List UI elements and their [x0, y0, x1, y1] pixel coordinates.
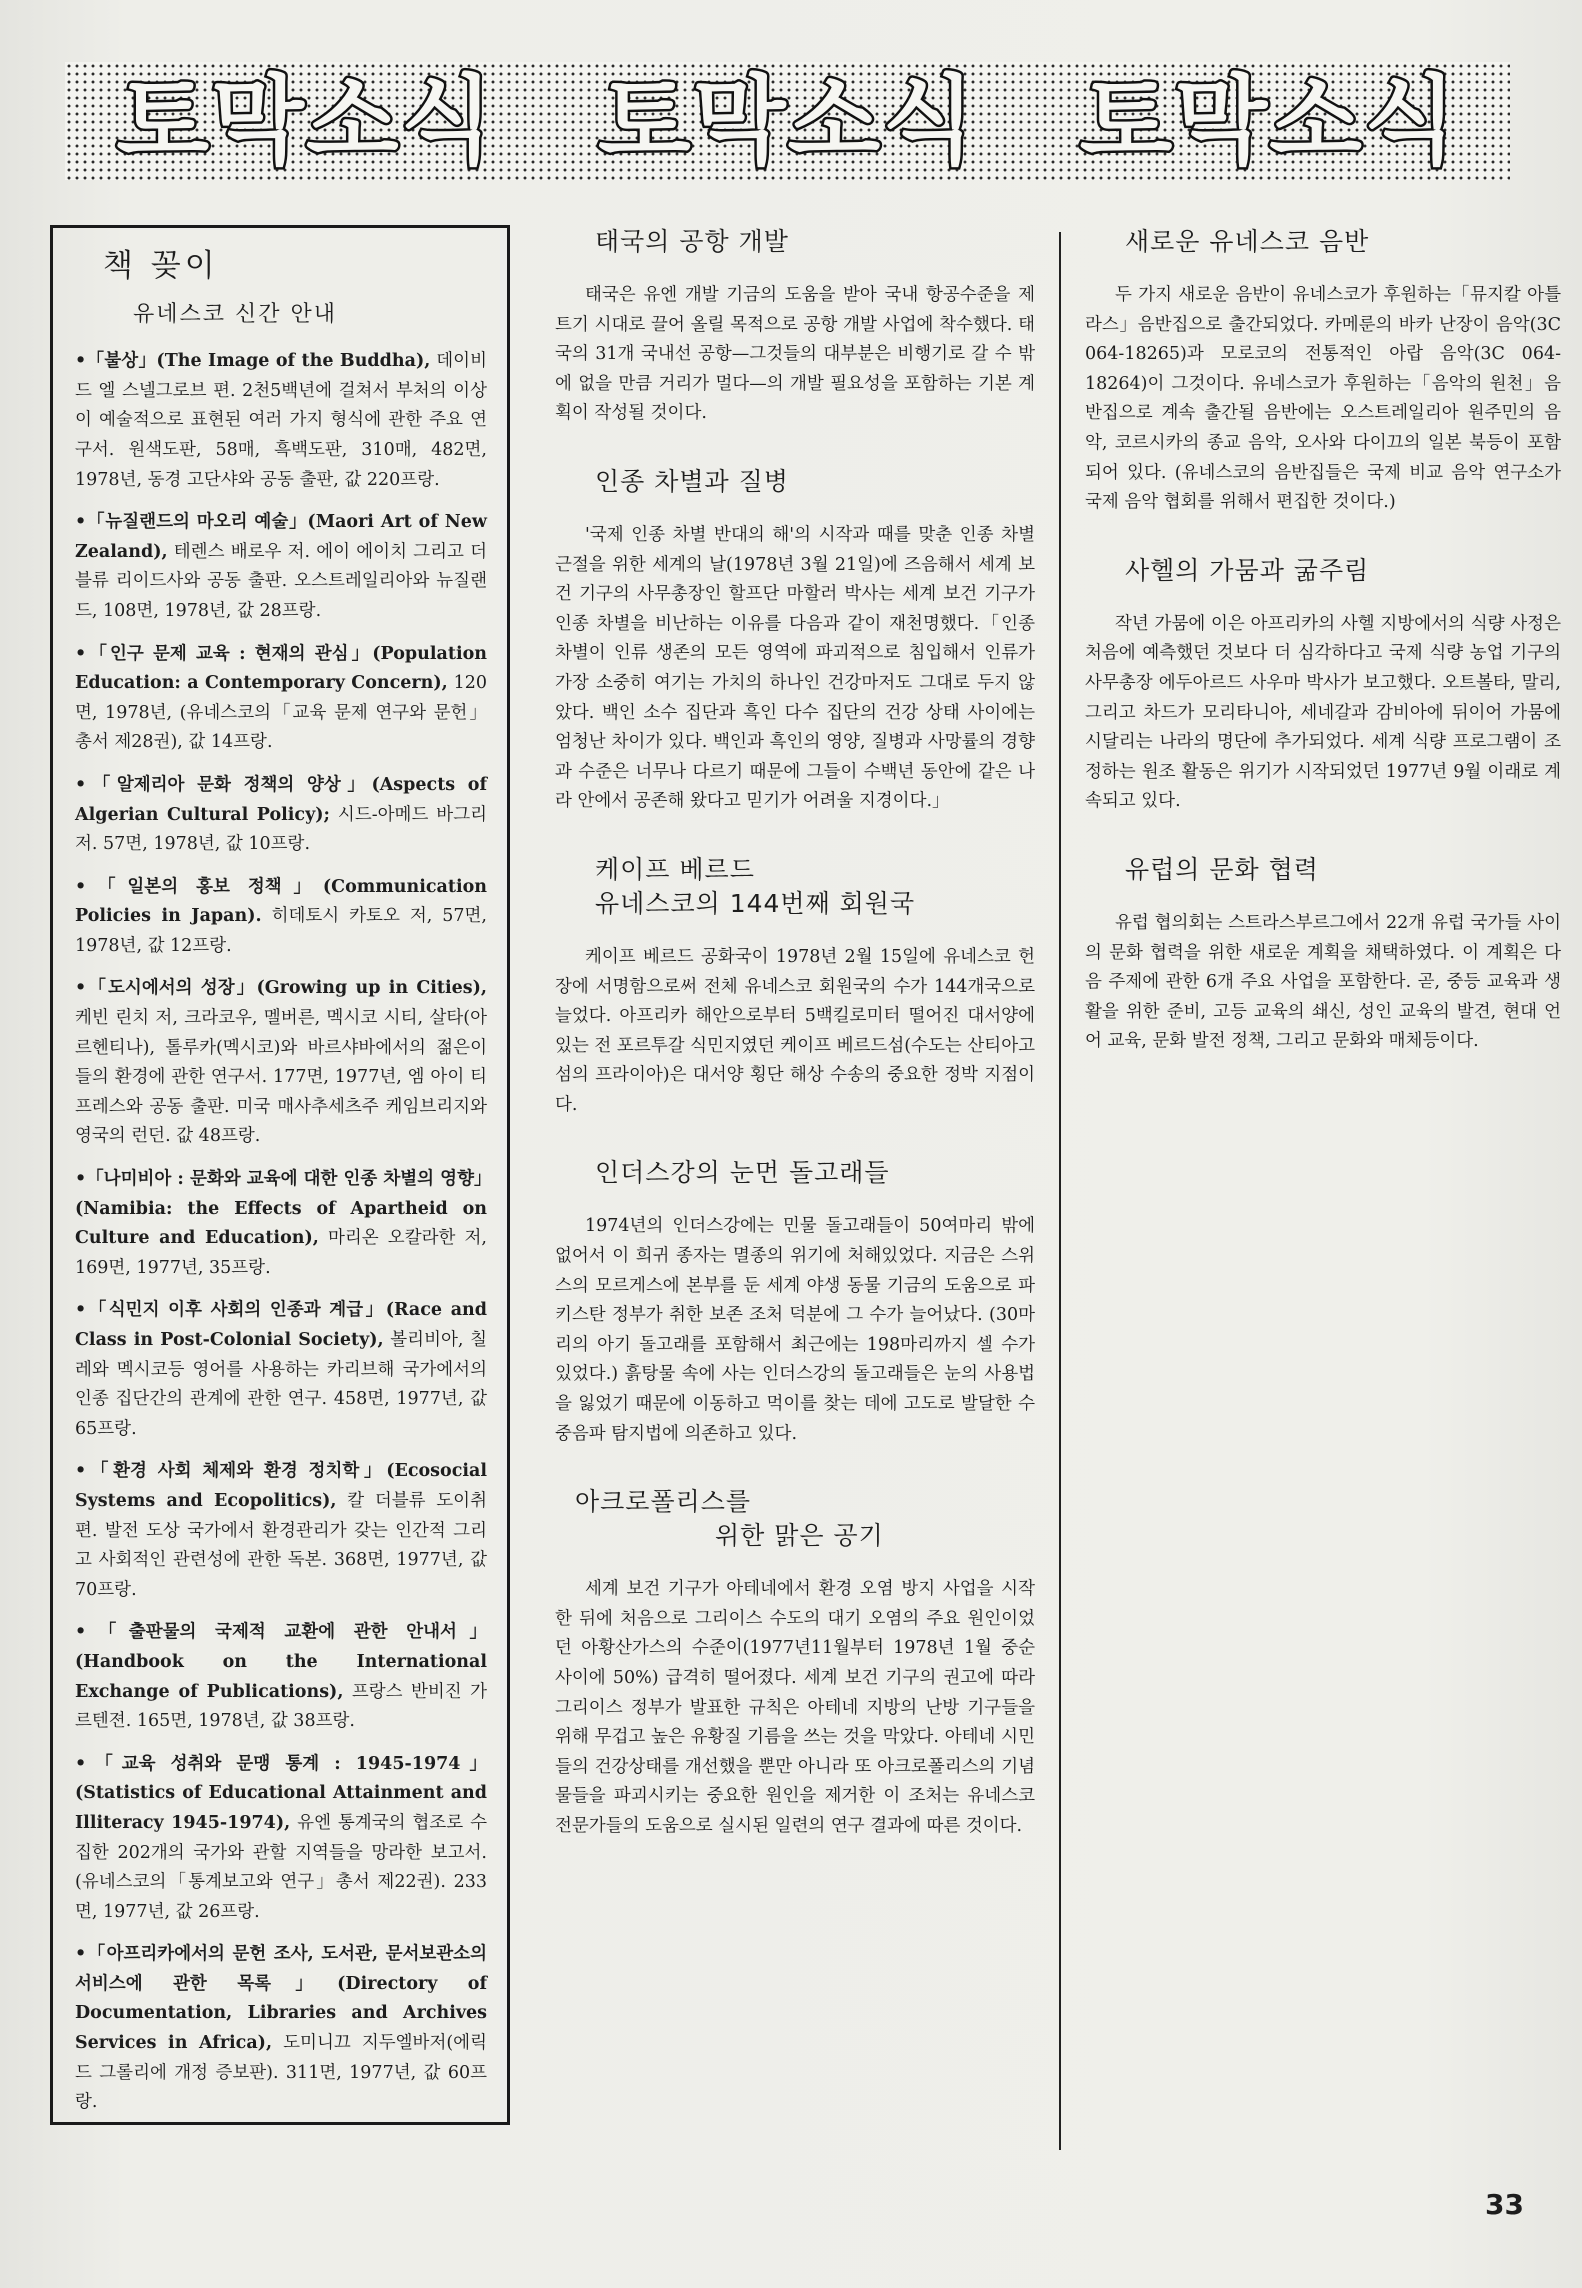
book-title-en: (Ecosocial Systems and Ecopolitics),: [75, 1461, 487, 1511]
article-body: 작년 가뭄에 이은 아프리카의 사헬 지방에서의 식량 사정은 처음에 예측했던 것보다 더 심각하다고 국제 식량 농업 기구의 사무총장 에두아르드 사우마 박사가 보고했다. 오트볼타, 말리, 그리고 차드가 모리타니아, 세네갈과 감비아에 뒤이어 가뭄에 시달리는 나라의 명단에 추가되었다. 세계 식량 프로그램이 조정하는 원조 활동은 위기가 시작되었던 1977년 9월 이래로 계속되고 있다.: [1085, 613, 1561, 812]
article-title-line2: 유네스코의 144번째 회원국: [595, 888, 916, 918]
article: [555, 853, 1035, 1121]
article-body: 케이프 베르드 공화국이 1978년 2월 15일에 유네스코 헌장에 서명함으로써 전체 유네스코 회원국의 수가 144개국으로 늘었다. 아프리카 해안으로부터 5백킬로미터 떨어진 대서양에 있는 전 포르투갈 식민지였던 케이프 베르드섬(수도는 산티아고섬의 프라이아)은 대서양 횡단 해상 수송의 중요한 정박 지점이다.: [555, 946, 1035, 1115]
book-details: 데이비드 엘 스넬그로브 편. 2천5백년에 걸쳐서 부처의 이상이 예술적으로 표현된 여러 가지 형식에 관한 주요 연구서. 원색도판, 58매, 흑백도판, 310매, 482면, 1978년, 동경 고단샤와 공동 출판, 값 220프랑.: [75, 351, 487, 490]
book-title-en: (Communication Policies in Japan).: [75, 876, 487, 927]
article-title-line1: 케이프 베르드: [595, 854, 755, 884]
column-divider: [1059, 232, 1061, 2150]
article-title: 새로운 유네스코 음반: [1125, 227, 1370, 256]
book-title-en: (Growing up in Cities),: [256, 978, 487, 999]
book-title-en: (Maori Art of New Zealand),: [75, 512, 488, 562]
book-title-ko: •「인구 문제 교육 : 현재의 관심」: [75, 643, 373, 664]
book-item: [75, 1457, 487, 1605]
right-column: [1085, 225, 1561, 1093]
book-details: 볼리비아, 칠레와 멕시코등 영어를 사용하는 카리브해 국가에서의 인종 집단간의 관계에 관한 연구. 458면, 1977년, 값 65프랑.: [75, 1330, 487, 1439]
book-title-en: (The Image of the Buddha),: [156, 351, 431, 372]
article-title: [575, 1485, 1035, 1553]
article-body: 유럽 협의회는 스트라스부르그에서 22개 유럽 국가들 사이의 문화 협력을 위한 새로운 계획을 채택하였다. 이 계획은 다음 주제에 관한 6개 주요 사업을 포함한다. 곧, 중등 교육과 생활을 위한 준비, 고등 교육의 쇄신, 성인 교육의 발견, 현대 언어 교육, 문화 발전 정책, 그리고 문화와 매체등이다.: [1085, 912, 1561, 1052]
banner-word: 토막소식: [598, 65, 977, 177]
book-item: [75, 1618, 487, 1736]
banner-word: 토막소식: [116, 65, 496, 177]
book-details: 마리온 오칼라한 저, 169면, 1977년, 35프랑.: [75, 1228, 487, 1278]
middle-column: [555, 225, 1035, 1878]
book-item: [75, 1165, 492, 1283]
book-details: 120면, 1978년, (유네스코의「교육 문제 연구와 문헌」총서 제28권), 값 14프랑.: [75, 673, 487, 753]
article-title: [595, 853, 1035, 921]
book-title-en: (Namibia: the Effects of Apartheid on Culture and Education),: [75, 1198, 487, 1249]
book-title-ko: •「식민지 이후 사회의 인종과 계급」: [75, 1300, 386, 1321]
article: [1085, 225, 1561, 518]
book-title-en: (Statistics of Educational Attainment and Illiteracy 1945-1974),: [75, 1783, 487, 1833]
article-body: 1974년의 인더스강에는 민물 돌고래들이 50여마리 밖에 없어서 이 희귀 종자는 멸종의 위기에 처해있었다. 지금은 스위스의 모르게스에 본부를 둔 세계 야생 동물 기금의 도움으로 파키스탄 정부가 취한 보존 조처 덕분에 그 수가 늘어났다. (30마리의 아기 돌고래를 포함해서 최근에는 198마리까지 셀 수가 있었다.) 흙탕물 속에 사는 인더스강의 돌고래들은 눈의 사용법을 잃었기 때문에 이동하고 먹이를 찾는 데에 고도로 발달한 수중음파 탐지법에 의존하고 있다.: [555, 1216, 1035, 1444]
book-item: [75, 508, 487, 626]
article-body: 두 가지 새로운 음반이 유네스코가 후원하는「뮤지칼 아틀라스」음반집으로 출간되었다. 카메룬의 바카 난장이 음악(3C 064-18265)과 모로코의 전통적인 아랍 음악(3C 064-18264)이 그것이다. 유네스코가 후원하는「음악의 원천」음반집으로 계속 출간될 음반에는 오스트레일리아 원주민의 음악, 코르시카의 종교 음악, 오사와 다이끄의 일본 북등이 포함되어 있다. (유네스코의 음반집들은 국제 비교 음악 연구소가 국제 음악 협회를 위해서 편집한 것이다.): [1085, 285, 1561, 513]
book-details: 도미니끄 지두엘바저(에릭 드 그롤리에 개정 증보판). 311면, 1977년, 값 60프랑.: [75, 2033, 487, 2113]
book-corner-title: 책 꽂이: [103, 248, 219, 284]
article: [555, 465, 1035, 817]
book-corner-box: [50, 225, 510, 2125]
article: [555, 1156, 1035, 1449]
news-banner: [65, 62, 1510, 180]
book-title-ko: •「아프리카에서의 문헌 조사, 도서관, 문서보관소의 서비스에 관한 목록」: [75, 1944, 487, 1994]
book-details: 히데토시 카토오 저, 57면, 1978년, 값 12프랑.: [75, 906, 487, 956]
book-title-ko: •「불상」: [75, 351, 157, 372]
book-details: 칼 더블류 도이취 편. 발전 도상 국가에서 환경관리가 갖는 인간적 그리고 사회적인 관련성에 관한 독본. 368면, 1977년, 값 70프랑.: [75, 1490, 487, 1600]
book-title-ko: •「출판물의 국제적 교환에 관한 안내서」: [75, 1622, 487, 1643]
article-title: 사헬의 가뭄과 굶주림: [1125, 555, 1370, 585]
book-title-en: (Race and Class in Post-Colonial Society),: [75, 1300, 487, 1350]
book-title-en: (Directory of Documentation, Libraries and Archives Services in Africa),: [75, 1973, 487, 2054]
book-title-ko: •「도시에서의 성장」: [75, 978, 257, 999]
book-title-ko: •「환경 사회 체제와 환경 정치학」: [75, 1461, 387, 1482]
book-title-ko: •「나미비아 : 문화와 교육에 대한 인종 차별의 영향」: [75, 1169, 492, 1190]
book-item: [75, 1296, 487, 1444]
book-details: 프랑스 반비진 가르텐젼. 165면, 1978년, 값 38프랑.: [75, 1681, 487, 1732]
book-title-ko: •「일본의 홍보 정책」: [75, 876, 323, 897]
article-title: 인종 차별과 질병: [595, 466, 789, 496]
book-item: [75, 1750, 487, 1928]
article-body: 세계 보건 기구가 아테네에서 환경 오염 방지 사업을 시작한 뒤에 처음으로 그리이스 수도의 대기 오염의 주요 원인이었던 아황산가스의 수준이(1977년11월부터 1978년 1월 중순 사이에 50%) 급격히 떨어졌다. 세계 보건 기구의 권고에 따라 그리이스 정부가 발표한 규칙은 아테네 지방의 난방 기구들을 위해 무겁고 높은 유황질 기름을 쓰는 것을 막았다. 아테네 시민들의 건강상태를 개선했을 뿐만 아니라 또 아크로폴리스의 기념물들을 파괴시키는 중요한 원인을 제거한 이 조처는 유네스코 전문가들의 도움으로 실시된 일련의 연구 결과에 따른 것이다.: [555, 1579, 1035, 1836]
book-item: [75, 873, 487, 962]
book-title-ko: •「알제리아 문화 정책의 양상」: [75, 774, 372, 795]
article-title-line2: 위한 맑은 공기: [715, 1521, 884, 1551]
article-title: 인더스강의 눈먼 돌고래들: [595, 1158, 890, 1188]
book-details: 시드-아메드 바그리 저. 57면, 1978년, 값 10프랑.: [75, 804, 488, 855]
article-body: '국제 인종 차별 반대의 해'의 시작과 때를 맞춘 인종 차별 근절을 위한 세계의 날(1978년 3월 21일)에 즈음해서 세계 보건 기구의 사무총장인 할프단 마할러 박사는 세계 보건 기구가 인종 차별을 비난하는 이유를 다음과 같이 재천명했다.「인종 차별이 인류 생존의 모든 영역에 파괴적으로 침입해서 인류가 가장 소중히 여기는 가치의 하나인 건강마저도 그대로 두지 않았다. 백인 소수 집단과 흑인 다수 집단의 건강 상태 사이에는 엄청난 차이가 있다. 백인과 흑인의 영양, 질병과 사망률의 경향과 수준은 너무나 다르기 때문에 그들이 수백년 동안에 같은 나라 안에서 공존해 왔다고 믿기가 어려울 지경이다.」: [555, 524, 1035, 812]
book-item: [75, 640, 487, 758]
article-title: 유럽의 문화 협력: [1125, 854, 1319, 884]
banner-word: 토막소식: [1079, 65, 1459, 177]
book-item: [75, 347, 487, 495]
article: [555, 225, 1035, 429]
article: [1085, 554, 1561, 817]
book-details: 케빈 린치 저, 크라코우, 멜버른, 멕시코 시티, 살타(아르헨티나), 톨루카(멕시코)와 바르샤바에서의 젊은이들의 환경에 관한 연구서. 177면, 1977년, 엠 아이 티 프레스와 공동 출판. 미국 매사추세츠주 케임브리지와 영국의 런던. 값 48프랑.: [75, 1008, 487, 1147]
book-title-en: (Population Education: a Contemporary Concern),: [75, 643, 487, 694]
book-corner-subtitle: 유네스코 신간 안내: [133, 301, 338, 327]
book-item: [75, 771, 487, 860]
book-title-en: (Handbook on the International Exchange of Publications),: [75, 1651, 487, 1702]
article: [555, 1485, 1035, 1841]
article-body: 태국은 유엔 개발 기금의 도움을 받아 국내 항공수준을 제트기 시대로 끌어 올릴 목적으로 공항 개발 사업에 착수했다. 태국의 31개 국내선 공항—그것들의 대부분은 비행기로 갈 수 밖에 없을 만큼 거리가 멀다—의 개발 필요성을 포함하는 기본 계획이 작성될 것이다.: [555, 285, 1035, 424]
book-item: [75, 1940, 487, 2118]
article: [1085, 853, 1561, 1057]
book-item: [75, 974, 487, 1152]
book-title-ko: •「뉴질랜드의 마오리 예술」: [75, 512, 308, 533]
book-details: 유엔 통계국의 협조로 수집한 202개의 국가와 관할 지역들을 망라한 보고서. (유네스코의「통계보고와 연구」총서 제22권). 233면, 1977년, 값 26프랑.: [75, 1812, 487, 1922]
book-title-ko: •「교육 성취와 문맹 통계 : 1945-1974」: [75, 1753, 487, 1774]
article-title-line1: 아크로폴리스를: [575, 1487, 752, 1517]
page-number: 33: [1485, 2188, 1524, 2221]
book-title-en: (Aspects of Algerian Cultural Policy);: [75, 774, 487, 825]
article-title: 태국의 공항 개발: [595, 227, 789, 256]
book-details: 테렌스 배로우 저. 에이 에이치 그리고 더블류 리이드사와 공동 출판. 오스트레일리아와 뉴질랜드, 108면, 1978년, 값 28프랑.: [75, 541, 487, 621]
